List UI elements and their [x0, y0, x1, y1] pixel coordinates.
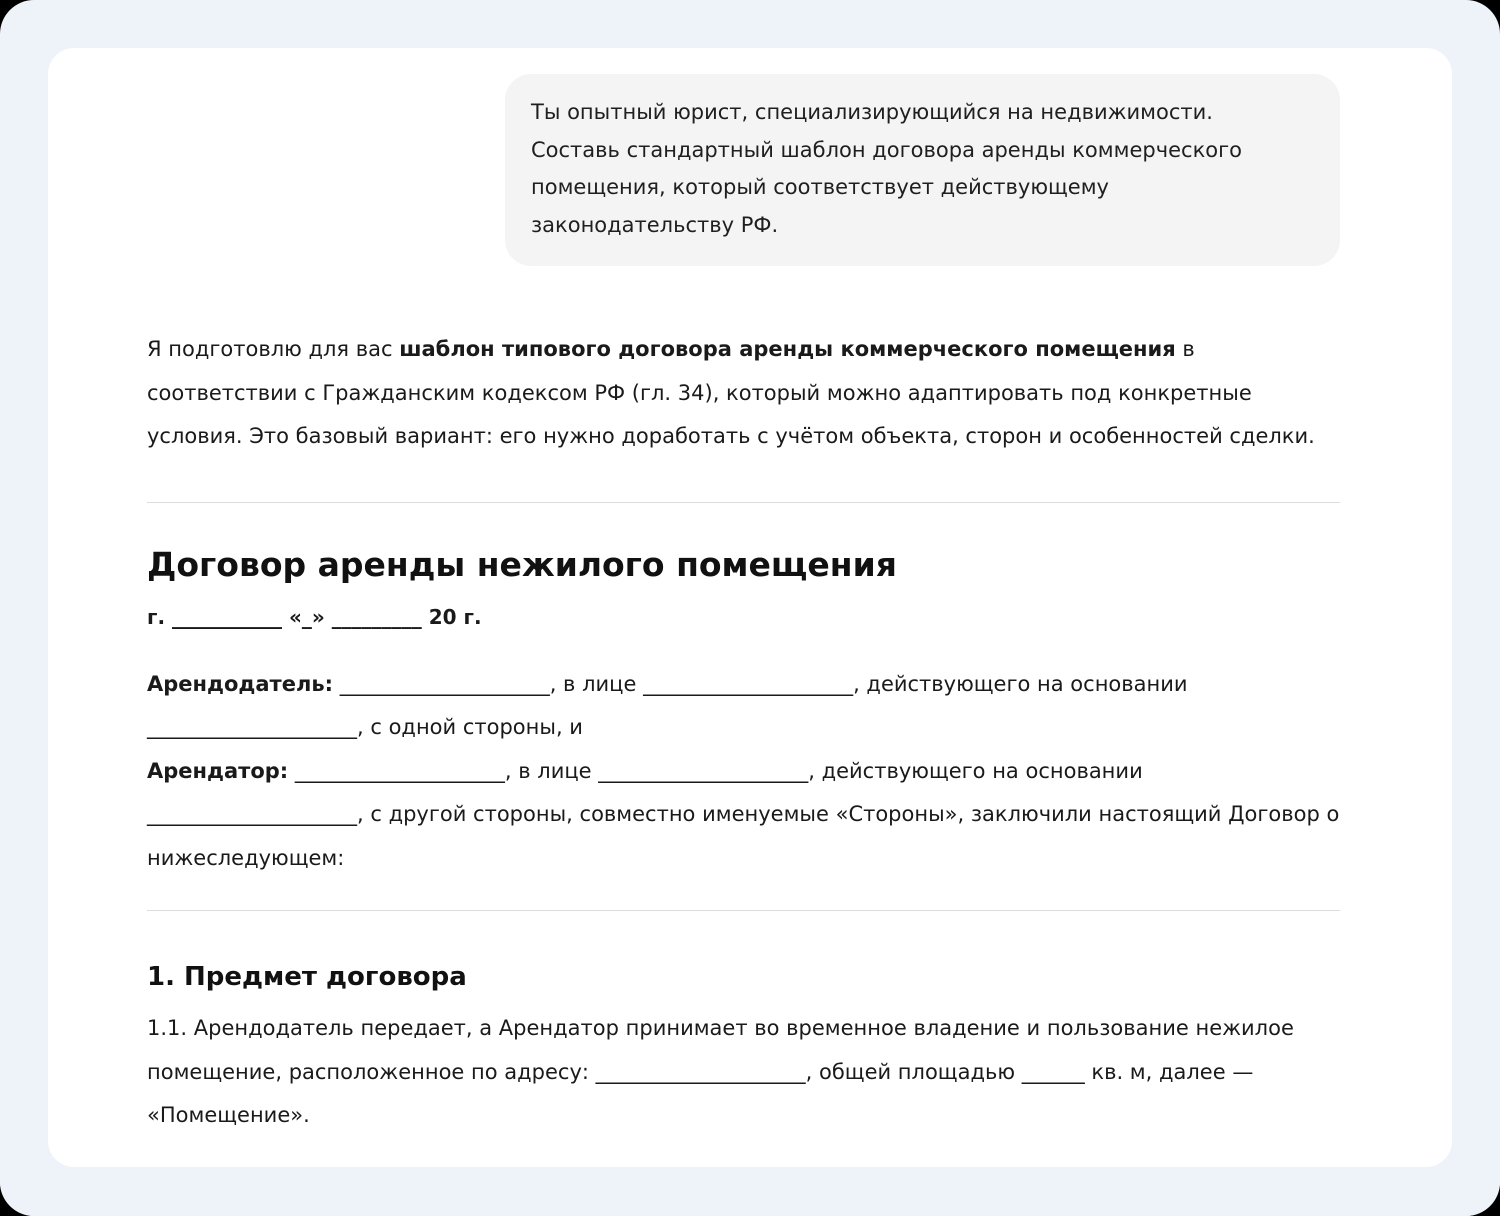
user-message-line: помещения, который соответствует действующему	[531, 175, 1109, 199]
intro-suffix: в соответствии с Гражданским кодексом РФ (гл. 34), который можно адаптировать под конкретные условия. Это базовый вариант: его нужно доработать с учётом объекта, сторон и особенностей сделки.	[147, 337, 1315, 448]
intro-prefix: Я подготовлю для вас	[147, 337, 400, 361]
assistant-intro-paragraph	[147, 328, 1340, 459]
intro-bold-phrase: шаблон типового договора аренды коммерческого помещения	[399, 337, 1176, 361]
parties-paragraph	[147, 663, 1340, 881]
section-title: 1. Предмет договора	[147, 962, 467, 992]
divider	[147, 502, 1340, 503]
clause-paragraph: 1.1. Арендодатель передает, а Арендатор принимает во временное владение и пользование нежилое помещение, расположенное по адресу: ____________________, общей площадью ______ кв. м, далее — «Помещение».	[147, 1016, 1294, 1127]
landlord-text: ____________________, в лице ____________________, действующего на основании ____________________, с одной стороны, и	[147, 671, 1188, 739]
frame-bottom-edge	[0, 1167, 1500, 1216]
tenant-text: ____________________, в лице ____________________, действующего на основании ____________________, с другой стороны, совместно именуемые «Стороны», заключили настоящий Договор о нижеследующем:	[147, 758, 1340, 870]
user-message-bubble	[505, 74, 1340, 266]
tenant-label: Арендатор:	[147, 758, 289, 783]
user-message-line: Ты опытный юрист, специализирующийся на недвижимости.	[531, 100, 1213, 124]
document-title: Договор аренды нежилого помещения	[147, 544, 897, 584]
assistant-response	[147, 328, 1340, 1138]
document-date-line: г. ___________ «_» _________ 20 г.	[147, 604, 482, 629]
landlord-label: Арендодатель:	[147, 671, 334, 696]
divider	[147, 910, 1340, 911]
chat-panel	[48, 48, 1452, 1167]
user-message-line: законодательству РФ.	[531, 212, 779, 237]
user-message-line: Составь стандартный шаблон договора аренды коммерческого	[531, 137, 1242, 162]
